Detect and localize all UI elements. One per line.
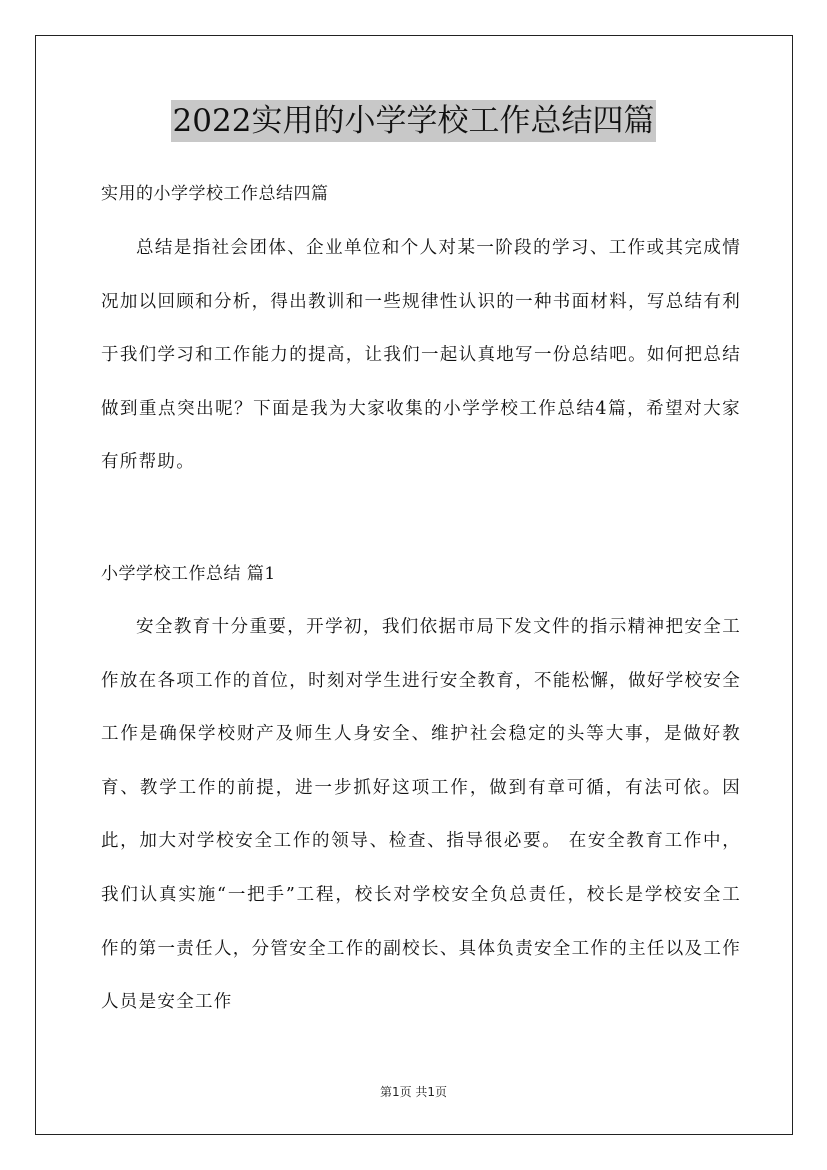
title-container [0,100,827,142]
section-heading: 小学学校工作总结 篇1 [101,564,276,584]
section-paragraph: 安全教育十分重要，开学初，我们依据市局下发文件的指示精神把安全工作放在各项工作的首位，时刻对学生进行安全教育，不能松懈，做好学校安全工作是确保学校财产及师生人身安全、维护社会稳定的头等大事，是做好教育、教学工作的前提，进一步抓好这项工作，做到有章可循，有法可依。因此，加大对学校安全工作的领导、检查、指导很必要。 在安全教育工作中，我们认真实施“一把手”工程，校长对学校安全负总责任，校长是学校安全工作的第一责任人，分管安全工作的副校长、具体负责安全工作的主任以及工作人员是安全工作 [101,617,741,1013]
page-footer: 第1页 共1页 [379,1085,448,1099]
document-subtitle: 实用的小学学校工作总结四篇 [101,184,329,204]
document-title: 2022实用的小学学校工作总结四篇 [171,100,657,142]
intro-paragraph: 总结是指社会团体、企业单位和个人对某一阶段的学习、工作或其完成情况加以回顾和分析，得出教训和一些规律性认识的一种书面材料，写总结有利于我们学习和工作能力的提高，让我们一起认真地写一份总结吧。如何把总结做到重点突出呢？下面是我为大家收集的小学学校工作总结4篇，希望对大家有所帮助。 [101,238,741,473]
